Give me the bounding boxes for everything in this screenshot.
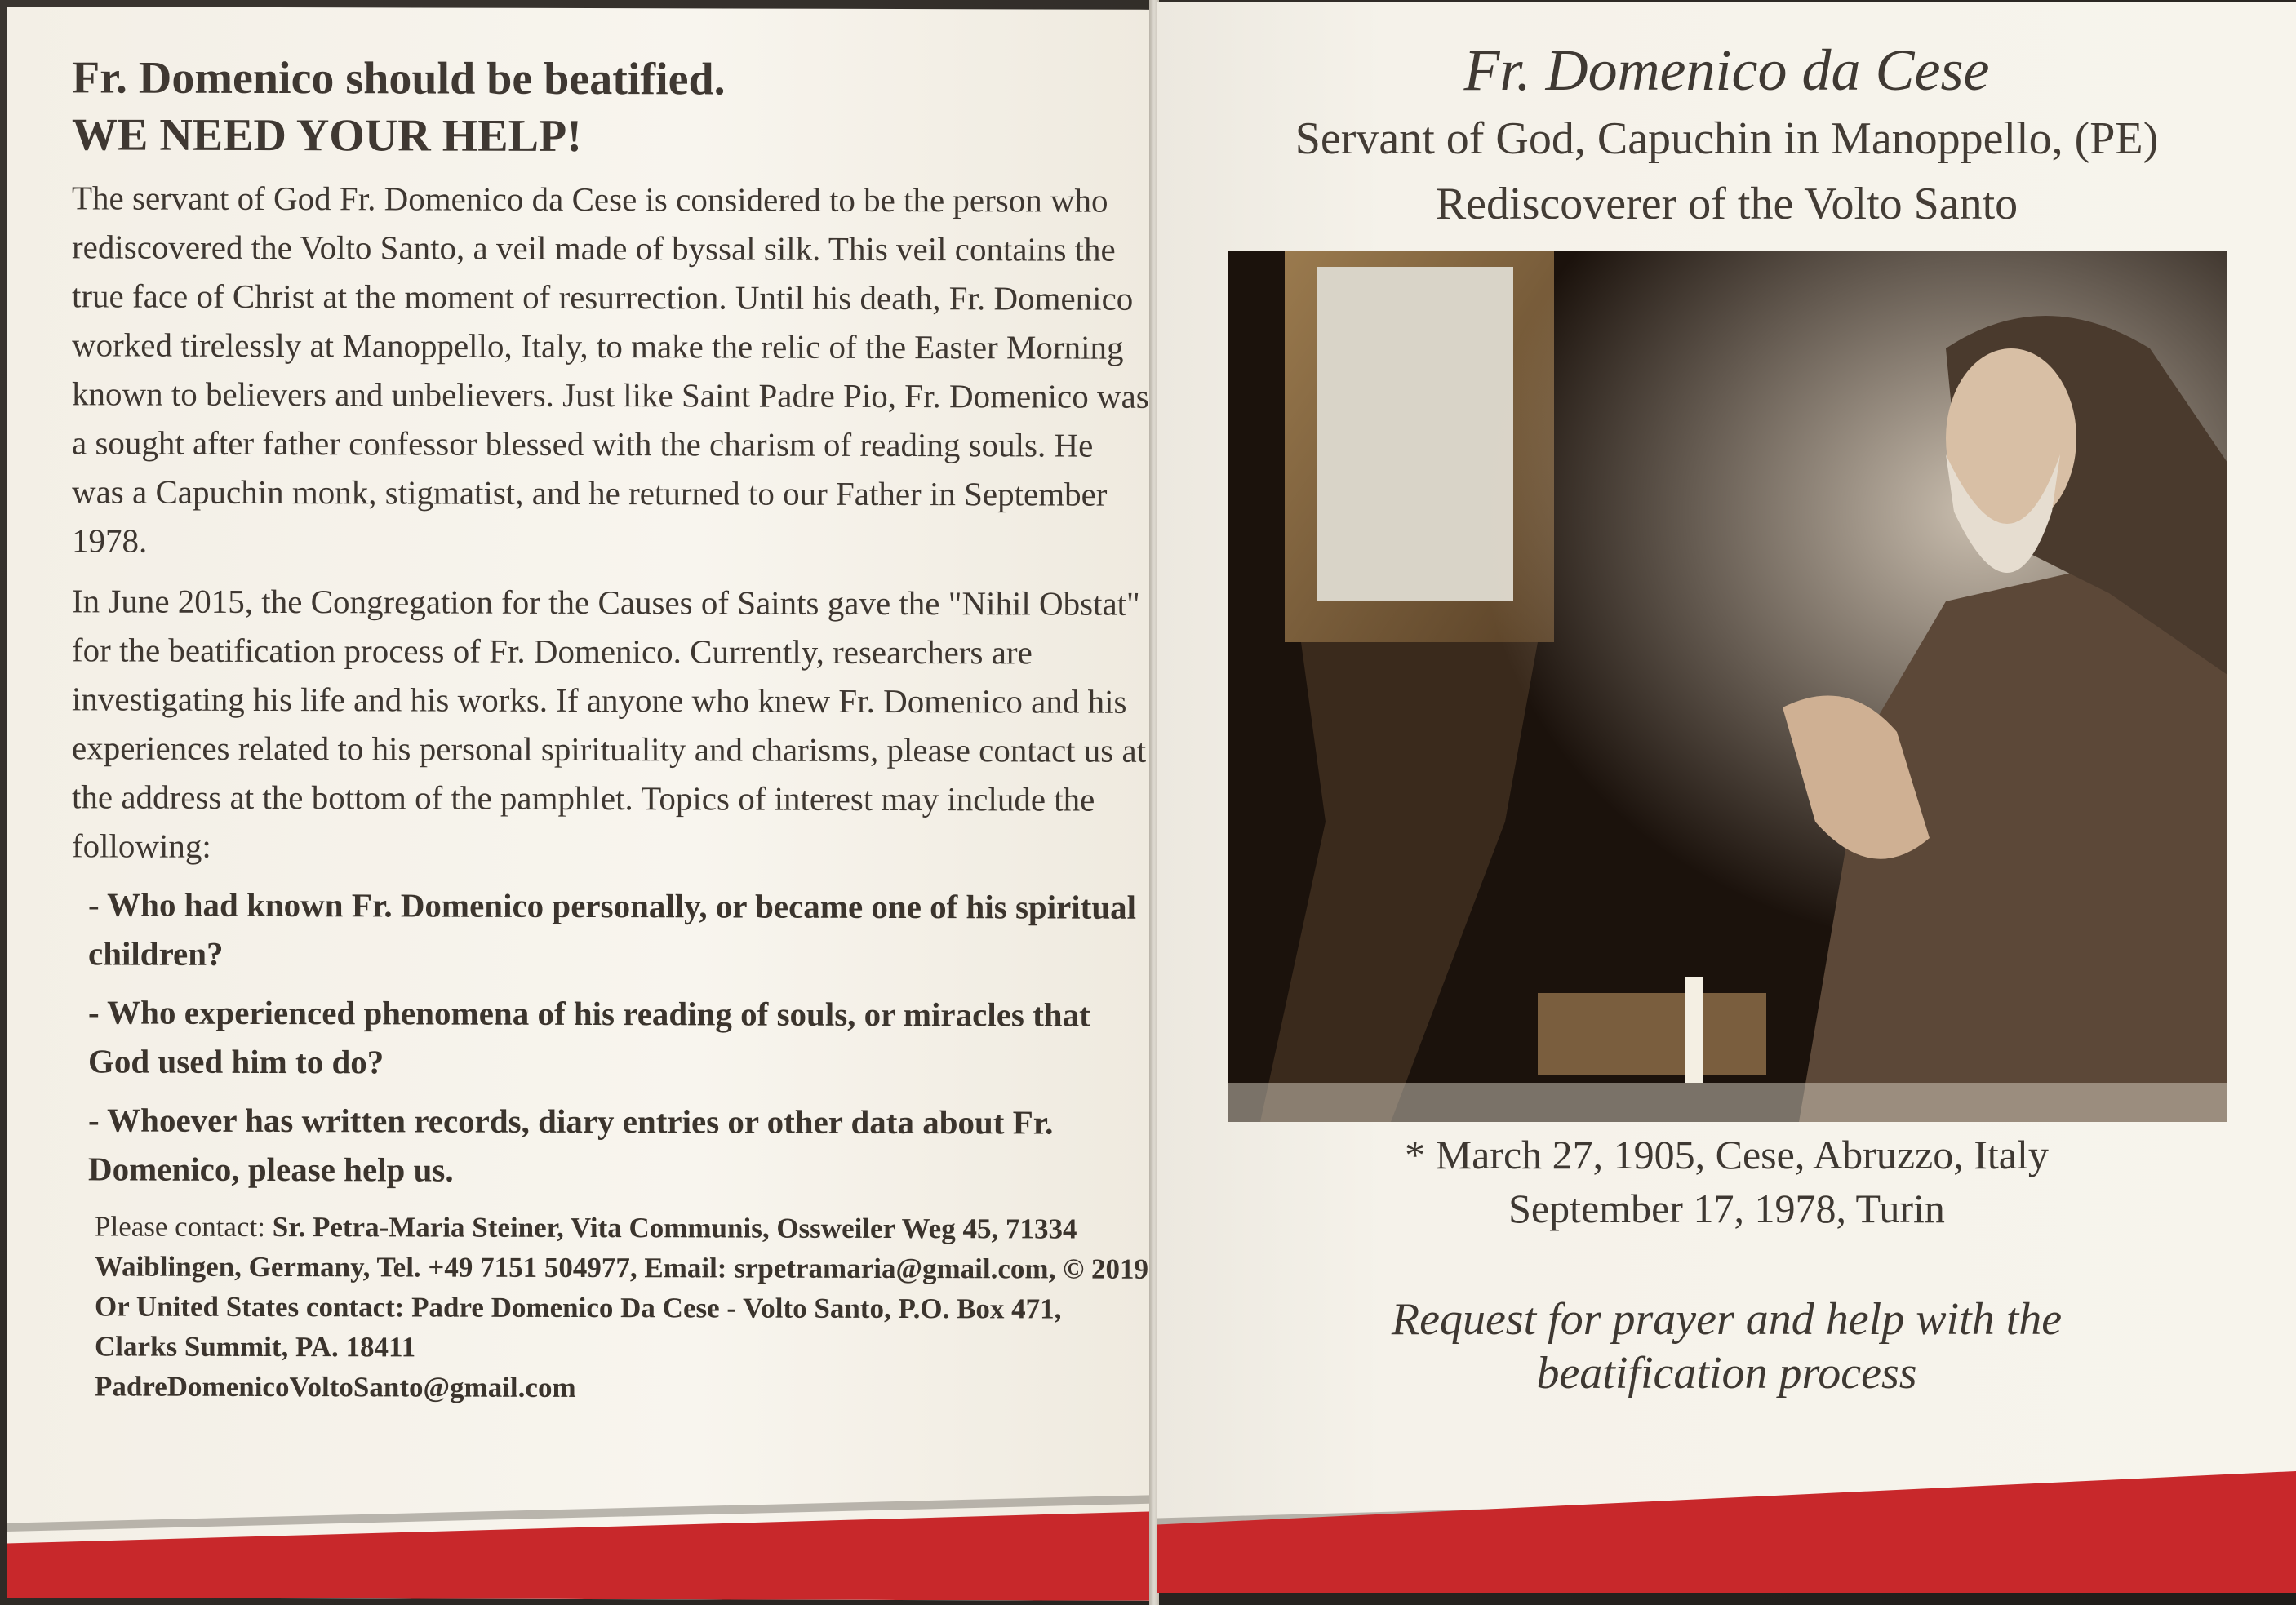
contact-text: Sr. Petra-Maria Steiner, Vita Communis, Ossweiler Weg 45, 71334 Waiblingen, Germany, Tel. +49 7151 504977, Email: srpetramaria@gmail.com, © 2019	[95, 1211, 1148, 1285]
red-footer-band	[1157, 1470, 2296, 1593]
right-title: Fr. Domenico da Cese	[1463, 38, 1990, 103]
death-date: September 17, 1978, Turin	[1508, 1186, 1945, 1231]
left-title-line1: Fr. Domenico should be beatified.	[72, 52, 726, 105]
pamphlet-left-panel	[7, 7, 1149, 1601]
candle	[1685, 977, 1703, 1083]
request-line-2: beatification process	[1536, 1348, 1917, 1399]
portrait-illustration	[1228, 251, 2227, 1122]
contact-block	[72, 1206, 1149, 1408]
intro-paragraph: The servant of God Fr. Domenico da Cese is considered to be the person who rediscovered the Volto Santo, a veil made of byssal silk. This veil contains the true face of Christ at the moment of resurrection. Until his death, Fr. Domenico worked tirelessly at Manoppello, Italy, to make the relic of the Easter Morning known to believers and unbelievers. Just like Saint Padre Pio, Fr. Domenico was a sought after father confessor blessed with the charism of reading souls. He was a Capuchin monk, stigmatist, and he returned to our Father in September 1978.	[72, 179, 1149, 560]
bullet-item: - Who had known Fr. Domenico personally, or became one of his spiritual children?	[88, 885, 1137, 973]
right-subtitle-2: Rediscoverer of the Volto Santo	[1435, 179, 2018, 229]
bullet-item: - Whoever has written records, diary entries or other data about Fr. Domenico, please help us.	[88, 1101, 1054, 1189]
book	[1538, 993, 1766, 1075]
right-subtitle-1: Servant of God, Capuchin in Manoppello, (PE)	[1295, 113, 2159, 164]
left-title	[72, 49, 1149, 166]
left-title-line2: WE NEED YOUR HELP!	[72, 109, 582, 162]
bullet-item: - Who experienced phenomena of his reading of souls, or miracles that God used him to do?	[88, 993, 1090, 1081]
left-panel-content	[72, 49, 1149, 1408]
us-email: PadreDomenicoVoltoSanto@gmail.com	[95, 1370, 576, 1403]
request-block	[1157, 1292, 2296, 1400]
investigation-paragraph: In June 2015, the Congregation for the Causes of Saints gave the "Nihil Obstat" for the beatification process of Fr. Domenico. Currently, researchers are investigating his life and his works. If anyone who knew Fr. Domenico and his experiences related to his personal spirituality and charisms, please contact us at the address at the bottom of the pamphlet. Topics of interest may include the following:	[72, 582, 1147, 865]
contact-label: Please contact:	[95, 1210, 265, 1243]
pamphlet-right-panel	[1157, 2, 2296, 1593]
us-contact: Or United States contact: Padre Domenico Da Cese - Volto Santo, P.O. Box 471, Clarks Summit, PA. 18411	[95, 1290, 1062, 1363]
birth-date: * March 27, 1905, Cese, Abruzzo, Italy	[1405, 1132, 2049, 1177]
request-line-1: Request for prayer and help with the	[1391, 1294, 2063, 1345]
right-panel-header	[1157, 34, 2296, 237]
portrait-photo	[1228, 251, 2227, 1122]
dates-block	[1157, 1128, 2296, 1235]
